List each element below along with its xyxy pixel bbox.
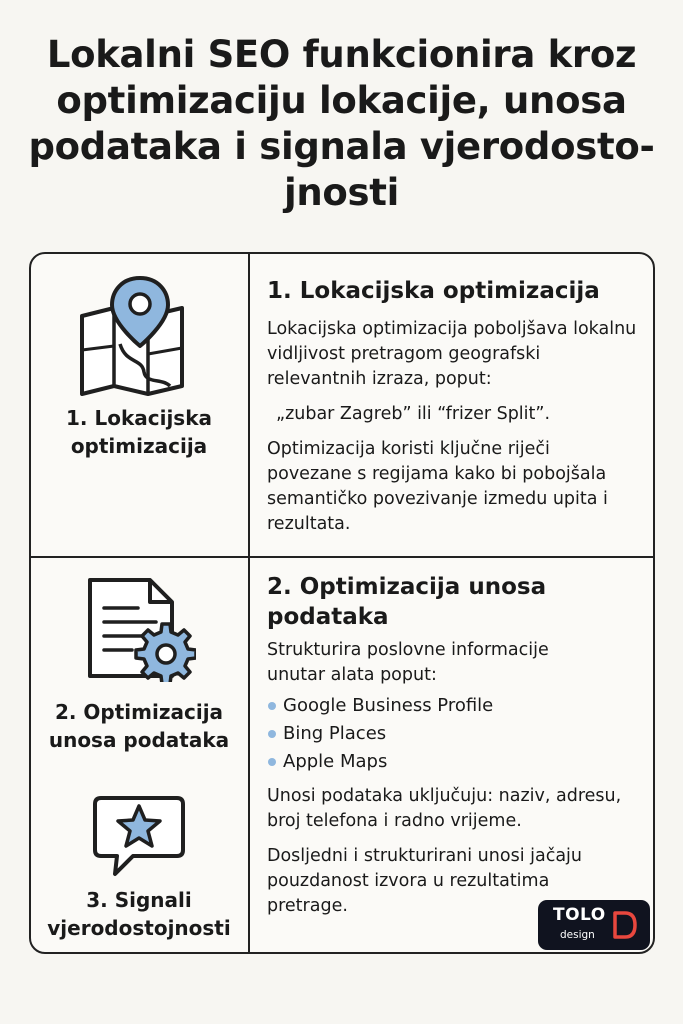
section1-example: „zubar Zagreb” ili “frizer Split”.: [276, 404, 551, 424]
list-item: Apple Maps: [267, 748, 647, 776]
section1-content: [267, 276, 647, 537]
row-divider: [31, 556, 653, 558]
title-line-4: jnosti: [283, 171, 400, 214]
logo-d-mark-icon: [612, 910, 638, 940]
star-speech-bubble-icon: [91, 794, 187, 878]
section3-left-label: 3. Signali vjerodostojnosti: [47, 888, 231, 940]
section2-heading: 2. Optimizacija unosa podataka: [267, 574, 547, 630]
list-item: Bing Places: [267, 720, 647, 748]
page-title: [20, 32, 663, 216]
section2-para1: Strukturira poslovne informacije unutar alata poput:: [267, 640, 549, 685]
list-item: Google Business Profile: [267, 692, 647, 720]
platform-list: [267, 692, 647, 776]
section1-heading: 1. Lokacijska optimizacija: [267, 278, 600, 304]
section2-left-label: 2. Optimizacija unosa podataka: [48, 700, 230, 752]
map-pin-icon: [78, 274, 190, 396]
section2-para3: Dosljedni i strukturirani unosi jačaju pouzdanost izvora u rezultatima pretrage.: [267, 846, 582, 916]
column-divider: [248, 254, 250, 952]
section2-para2: Unosi podataka uključuju: naziv, adresu, broj telefona i radno vrijeme.: [267, 786, 622, 831]
section2-content: [267, 572, 647, 919]
info-card: [29, 252, 655, 954]
section1-left-label: 1. Lokacijska optimizacija: [65, 406, 213, 458]
tolo-design-logo: TOLO design: [538, 900, 650, 950]
section1-para1: Lokacijska optimizacija poboljšava lokalnu vidljivost pretragom geografski relevantnih izraza, poput:: [267, 319, 637, 389]
title-line-2: optimizaciju lokacije, unosa: [56, 79, 627, 122]
title-line-3: podataka i signala vjerodosto-: [28, 125, 655, 168]
title-line-1: Lokalni SEO funkcionira kroz: [46, 33, 637, 76]
section1-para2: Optimizacija koristi ključne riječi povezane s regijama kako bi pobojšala semantičko povezivanje izmedu upita i rezultata.: [267, 439, 608, 534]
document-gear-icon: [86, 576, 196, 682]
